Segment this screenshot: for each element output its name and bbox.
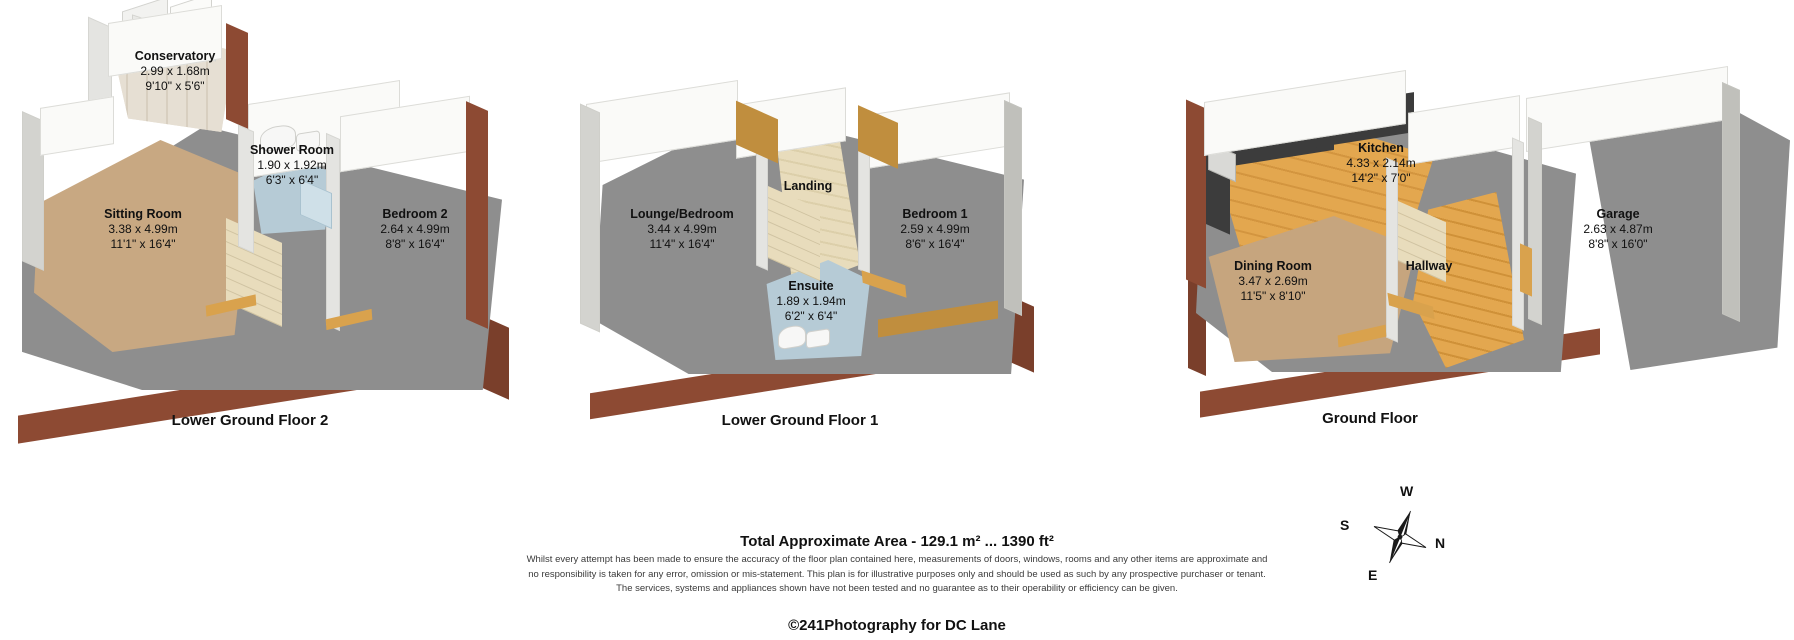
room-name: Ensuite [788, 279, 834, 293]
room-label-lounge-bedroom [592, 206, 772, 253]
room-name: Garage [1596, 207, 1640, 221]
room-imperial: 9'10" x 5'6" [145, 79, 205, 94]
room-imperial: 8'8" x 16'0" [1588, 237, 1648, 252]
wall-garage-right [1722, 82, 1740, 322]
room-label-kitchen [1306, 140, 1456, 187]
room-label-conservatory [108, 48, 242, 95]
room-name: Lounge/Bedroom [630, 207, 734, 221]
compass [1340, 483, 1460, 593]
floor-lower-ground-floor-2 [10, 0, 580, 460]
compass-label-south: S [1340, 517, 1350, 533]
disclaimer-line-1: Whilst every attempt has been made to ensure the accuracy of the floor plan contained here, measurements of doors, windows, rooms and any other items are approximate and [526, 554, 1268, 565]
room-imperial: 6'2" x 6'4" [784, 309, 838, 324]
room-name: Landing [783, 179, 833, 193]
room-imperial: 14'2" x 7'0" [1351, 171, 1411, 186]
room-name: Conservatory [134, 49, 216, 63]
room-metric: 1.89 x 1.94m [776, 294, 846, 308]
disclaimer-line-3: The services, systems and appliances shown have not been tested and no guarantee as to their operability or efficiency can be given. [616, 583, 1178, 595]
room-label-hallway [1368, 258, 1490, 274]
room-metric: 1.90 x 1.92m [257, 158, 327, 172]
room-imperial: 11'4" x 16'4" [649, 237, 715, 252]
room-name: Kitchen [1358, 141, 1404, 155]
room-name: Shower Room [249, 143, 335, 157]
wall-partition-hall-right [1512, 137, 1524, 330]
room-metric: 4.33 x 2.14m [1346, 156, 1416, 170]
wall-front-left-lgf2 [40, 96, 114, 156]
room-metric: 3.47 x 2.69m [1238, 274, 1308, 288]
room-name: Sitting Room [104, 207, 182, 221]
floor-lower-ground-floor-1 [600, 0, 1130, 460]
room-imperial: 8'8" x 16'4" [385, 237, 445, 252]
photography-credit: ©241Photography for DC Lane [788, 617, 1006, 634]
room-name: Hallway [1405, 259, 1453, 273]
room-label-garage [1548, 206, 1688, 253]
door-garage [1520, 243, 1532, 296]
compass-label-west: W [1400, 483, 1414, 499]
floor-caption-lower-ground-floor-2: Lower Ground Floor 2 [171, 412, 329, 429]
room-metric: 2.99 x 1.68m [140, 64, 210, 78]
room-label-landing [750, 178, 866, 194]
floor-caption-lower-ground-floor-1: Lower Ground Floor 1 [721, 412, 879, 429]
total-area-text: Total Approximate Area - 129.1 m² ... 1390 ft² [740, 533, 1054, 550]
room-name: Bedroom 1 [902, 207, 968, 221]
room-metric: 2.63 x 4.87m [1583, 222, 1653, 236]
room-metric: 3.44 x 4.99m [647, 222, 717, 236]
room-name: Bedroom 2 [382, 207, 448, 221]
room-label-bedroom-1 [872, 206, 998, 253]
wall-right-outer-lgf1 [1004, 100, 1022, 316]
room-imperial: 8'6" x 16'4" [905, 237, 965, 252]
room-label-ensuite [752, 278, 870, 325]
room-label-shower-room [238, 142, 346, 189]
disclaimer [0, 553, 1794, 597]
room-label-dining-room [1188, 258, 1358, 305]
disclaimer-line-2: no responsibility is taken for any error, omission or mis-statement. This plan is for illustrative purposes only and should be used as such by any prospective purchaser or tenant. [528, 568, 1266, 580]
room-imperial: 11'5" x 8'10" [1240, 289, 1306, 304]
room-metric: 2.59 x 4.99m [900, 222, 970, 236]
floor-ground-floor [1210, 0, 1770, 460]
floor-caption-ground-floor: Ground Floor [1322, 410, 1418, 427]
compass-label-north: N [1435, 535, 1446, 551]
room-imperial: 11'1" x 16'4" [110, 237, 176, 252]
room-label-bedroom-2 [354, 206, 476, 253]
compass-label-east: E [1368, 567, 1378, 583]
room-imperial: 6'3" x 6'4" [265, 173, 319, 188]
room-label-sitting-room [72, 206, 214, 253]
room-name: Dining Room [1234, 259, 1312, 273]
room-metric: 2.64 x 4.99m [380, 222, 450, 236]
room-metric: 3.38 x 4.99m [108, 222, 178, 236]
compass-rose-icon [1370, 507, 1430, 567]
